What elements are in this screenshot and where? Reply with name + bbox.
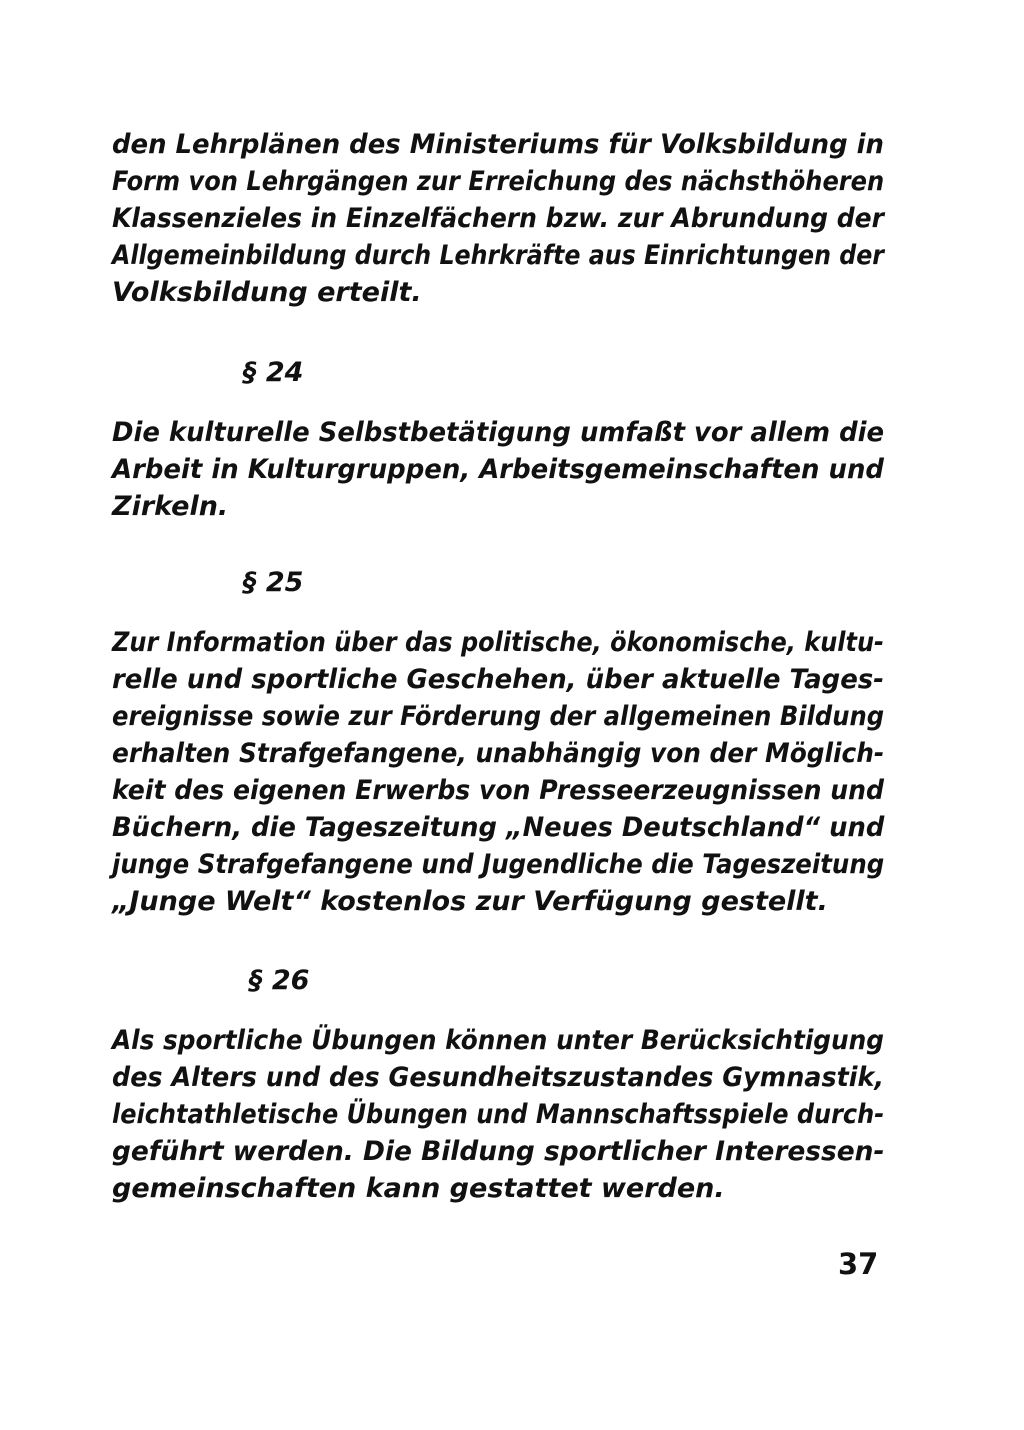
text-line: Zirkeln. [112,491,229,522]
section-heading-24: § 24 [243,357,304,388]
text-line: Als sportliche Übungen können unter Berücksichtigung [112,1025,884,1056]
text-line: Büchern, die Tageszeitung „Neues Deutschland“ und [112,812,885,843]
text-line: den Lehrplänen des Ministeriums für Volksbildung in [112,129,884,160]
paragraph-26 [112,1022,884,1207]
text-line: leichtathletische Übungen und Mannschaftsspiele durch- [112,1099,885,1130]
text-line: Arbeit in Kulturgruppen, Arbeitsgemeinschaften und [112,454,884,485]
text-line: Volksbildung erteilt. [112,277,422,308]
text-line: junge Strafgefangene und Jugendliche die Tageszeitung [112,849,885,880]
text-line: „Junge Welt“ kostenlos zur Verfügung gestellt. [112,886,828,917]
text-line: Form von Lehrgängen zur Erreichung des nächsthöheren [112,166,885,197]
text-line: keit des eigenen Erwerbs von Presseerzeugnissen und [112,775,884,806]
text-line: ereignisse sowie zur Förderung der allgemeinen Bildung [112,701,885,732]
page-number: 37 [838,1247,879,1281]
text-line: Die kulturelle Selbstbetätigung umfaßt vor allem die [112,417,884,448]
text-line: Klassenzieles in Einzelfächern bzw. zur Abrundung der [112,203,884,234]
paragraph-25 [112,624,884,920]
text-line: des Alters und des Gesundheitszustandes Gymnastik, [112,1062,884,1093]
text-line: geführt werden. Die Bildung sportlicher Interessen- [112,1136,885,1167]
text-line: relle und sportliche Geschehen, über aktuelle Tages- [112,664,884,695]
text-line: gemeinschaften kann gestattet werden. [112,1173,725,1204]
text-line: Zur Information über das politische, ökonomische, kultu- [112,627,884,658]
section-heading-26: § 26 [249,965,310,996]
paragraph-continuation [112,126,884,311]
section-heading-25: § 25 [243,567,304,598]
paragraph-24 [112,414,884,525]
text-line: Allgemeinbildung durch Lehrkräfte aus Einrichtungen der [112,240,884,271]
text-line: erhalten Strafgefangene, unabhängig von der Möglich- [112,738,885,769]
